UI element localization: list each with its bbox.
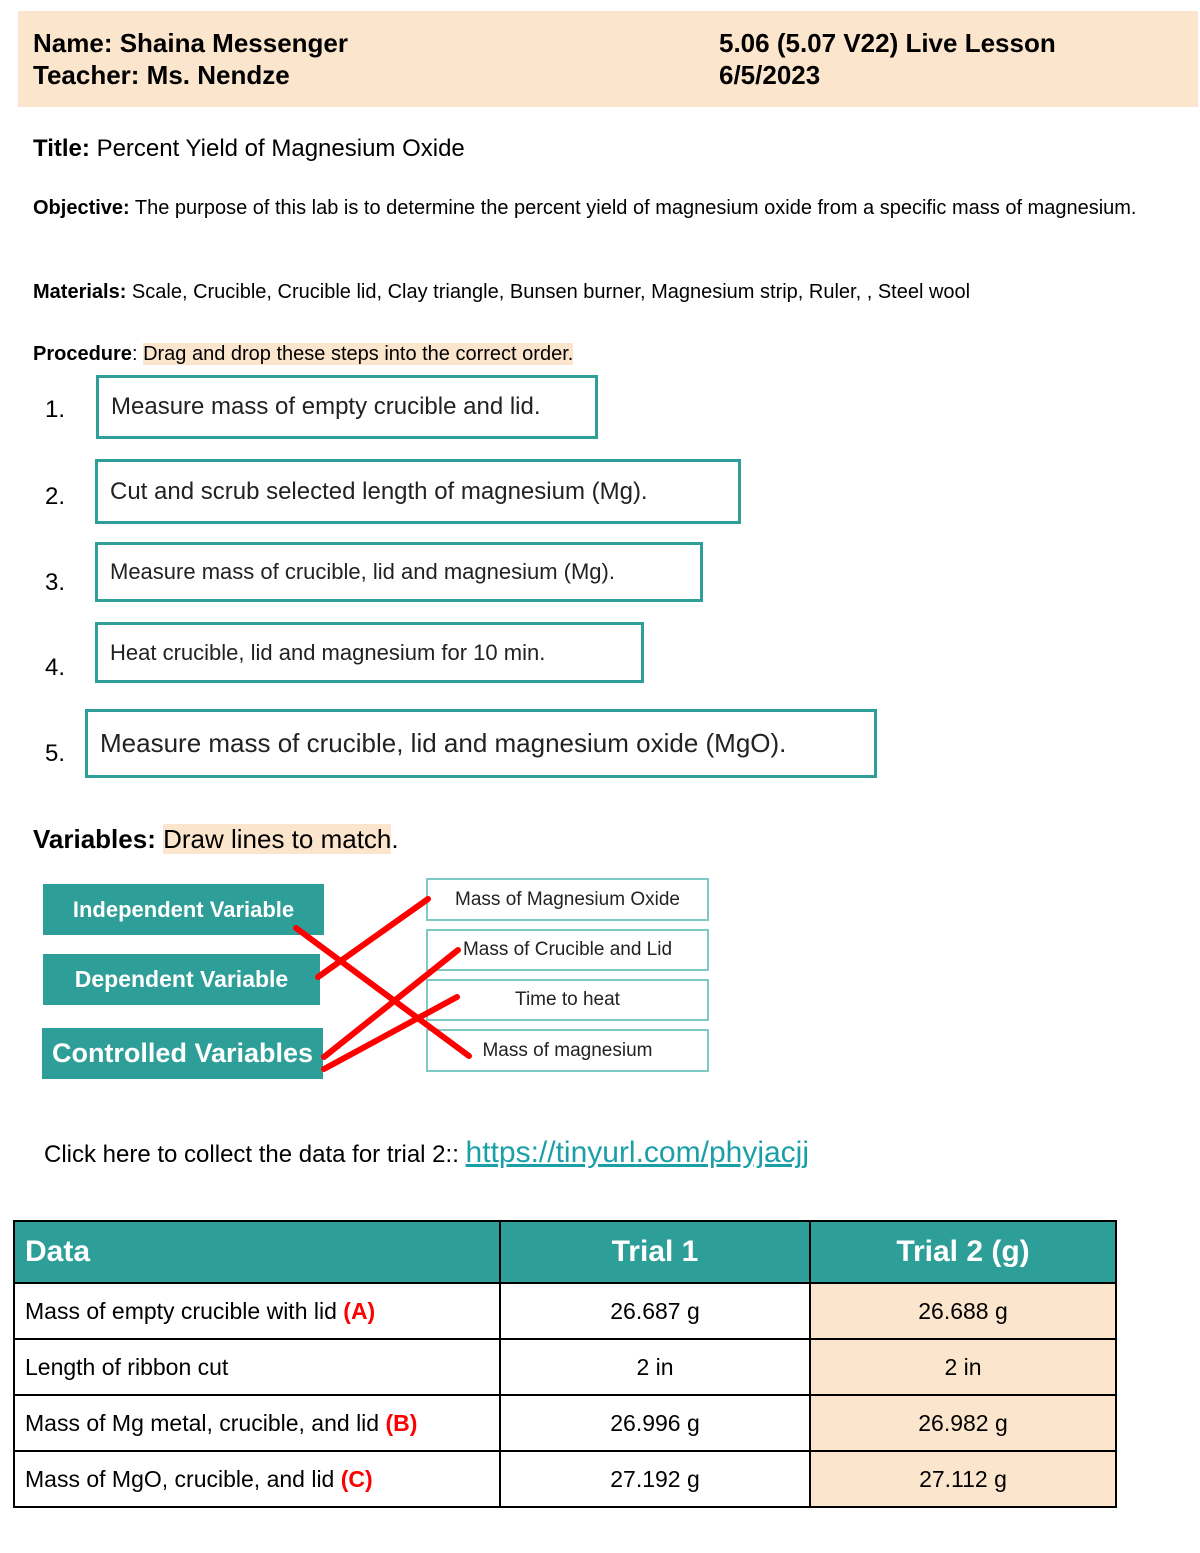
row-label: Mass of empty crucible with lid [25,1297,344,1324]
table-row [14,1283,1116,1339]
lesson-date: 6/5/2023 [719,60,821,90]
title-value: Percent Yield of Magnesium Oxide [89,135,465,162]
trial-2-data-link[interactable]: https://tinyurl.com/phyjacjj [465,1136,809,1169]
objective-text: The purpose of this lab is to determine the percent yield of magnesium oxide from a specific mass of magnesium. [129,197,1137,219]
row-label: Mass of MgO, crucible, and lid [25,1465,341,1492]
row-label: Mass of Mg metal, crucible, and lid [25,1409,386,1436]
row-tag: (C) [340,1465,373,1492]
procedure-label: Procedure [33,343,132,365]
row-label-cell [14,1395,500,1451]
step-card[interactable]: Measure mass of crucible, lid and magnesium (Mg). [95,542,703,602]
objective-label: Objective: [33,197,130,219]
trial-2-cell[interactable]: 26.688 g [810,1283,1116,1339]
data-link-line [44,1133,809,1175]
trial-1-cell: 2 in [500,1339,810,1395]
row-label-cell [14,1451,500,1507]
trial-1-cell: 26.996 g [500,1395,810,1451]
lesson-title: 5.06 (5.07 V22) Live Lesson [719,28,1056,58]
data-link-text: Click here to collect the data for trial 2:: [44,1141,466,1168]
row-label: Length of ribbon cut [25,1353,229,1380]
step-number: 2. [45,483,66,510]
trial-1-cell: 26.687 g [500,1283,810,1339]
step-number: 1. [45,396,66,423]
row-tag: (A) [343,1297,376,1324]
column-header: Trial 2 (g) [810,1221,1116,1283]
materials-text: Scale, Crucible, Crucible lid, Clay triangle, Bunsen burner, Magnesium strip, Ruler, , Steel wool [126,281,971,303]
match-line-dependent [318,899,428,977]
step-number: 5. [45,740,66,767]
table-header-row [14,1221,1116,1283]
match-option[interactable]: Mass of magnesium [426,1029,709,1072]
variables-label: Variables: [33,824,156,854]
controlled-variables-box[interactable]: Controlled Variables [42,1028,323,1079]
step-card[interactable]: Measure mass of crucible, lid and magnesium oxide (MgO). [85,709,877,778]
procedure-sep: : [131,343,144,365]
title-label: Title: [33,135,90,162]
trial-2-cell[interactable]: 26.982 g [810,1395,1116,1451]
step-number: 4. [45,654,66,681]
independent-variable-box[interactable]: Independent Variable [43,884,324,935]
table-row [14,1395,1116,1451]
trial-1-cell: 27.192 g [500,1451,810,1507]
trial-2-cell[interactable]: 27.112 g [810,1451,1116,1507]
materials-label: Materials: [33,281,127,303]
column-header: Data [14,1221,500,1283]
trial-2-cell[interactable]: 2 in [810,1339,1116,1395]
match-option[interactable]: Mass of Crucible and Lid [426,929,709,971]
teacher-name: Teacher: Ms. Nendze [33,60,290,90]
row-label-cell [14,1339,500,1395]
column-header: Trial 1 [500,1221,810,1283]
student-name: Name: Shaina Messenger [33,28,349,58]
match-option[interactable]: Mass of Magnesium Oxide [426,878,709,921]
table-row [14,1339,1116,1395]
step-card[interactable]: Cut and scrub selected length of magnesium (Mg). [95,459,741,524]
step-card[interactable]: Heat crucible, lid and magnesium for 10 min. [95,622,644,683]
table-row [14,1451,1116,1507]
variables-period: . [391,824,399,854]
step-number: 3. [45,569,66,596]
match-option[interactable]: Time to heat [426,979,709,1021]
step-card[interactable]: Measure mass of empty crucible and lid. [96,375,598,439]
procedure-instruction: Drag and drop these steps into the correct order. [143,343,574,365]
dependent-variable-box[interactable]: Dependent Variable [43,954,320,1005]
row-tag: (B) [385,1409,418,1436]
variables-instruction: Draw lines to match [163,824,392,854]
row-label-cell [14,1283,500,1339]
data-table [13,1220,1117,1508]
